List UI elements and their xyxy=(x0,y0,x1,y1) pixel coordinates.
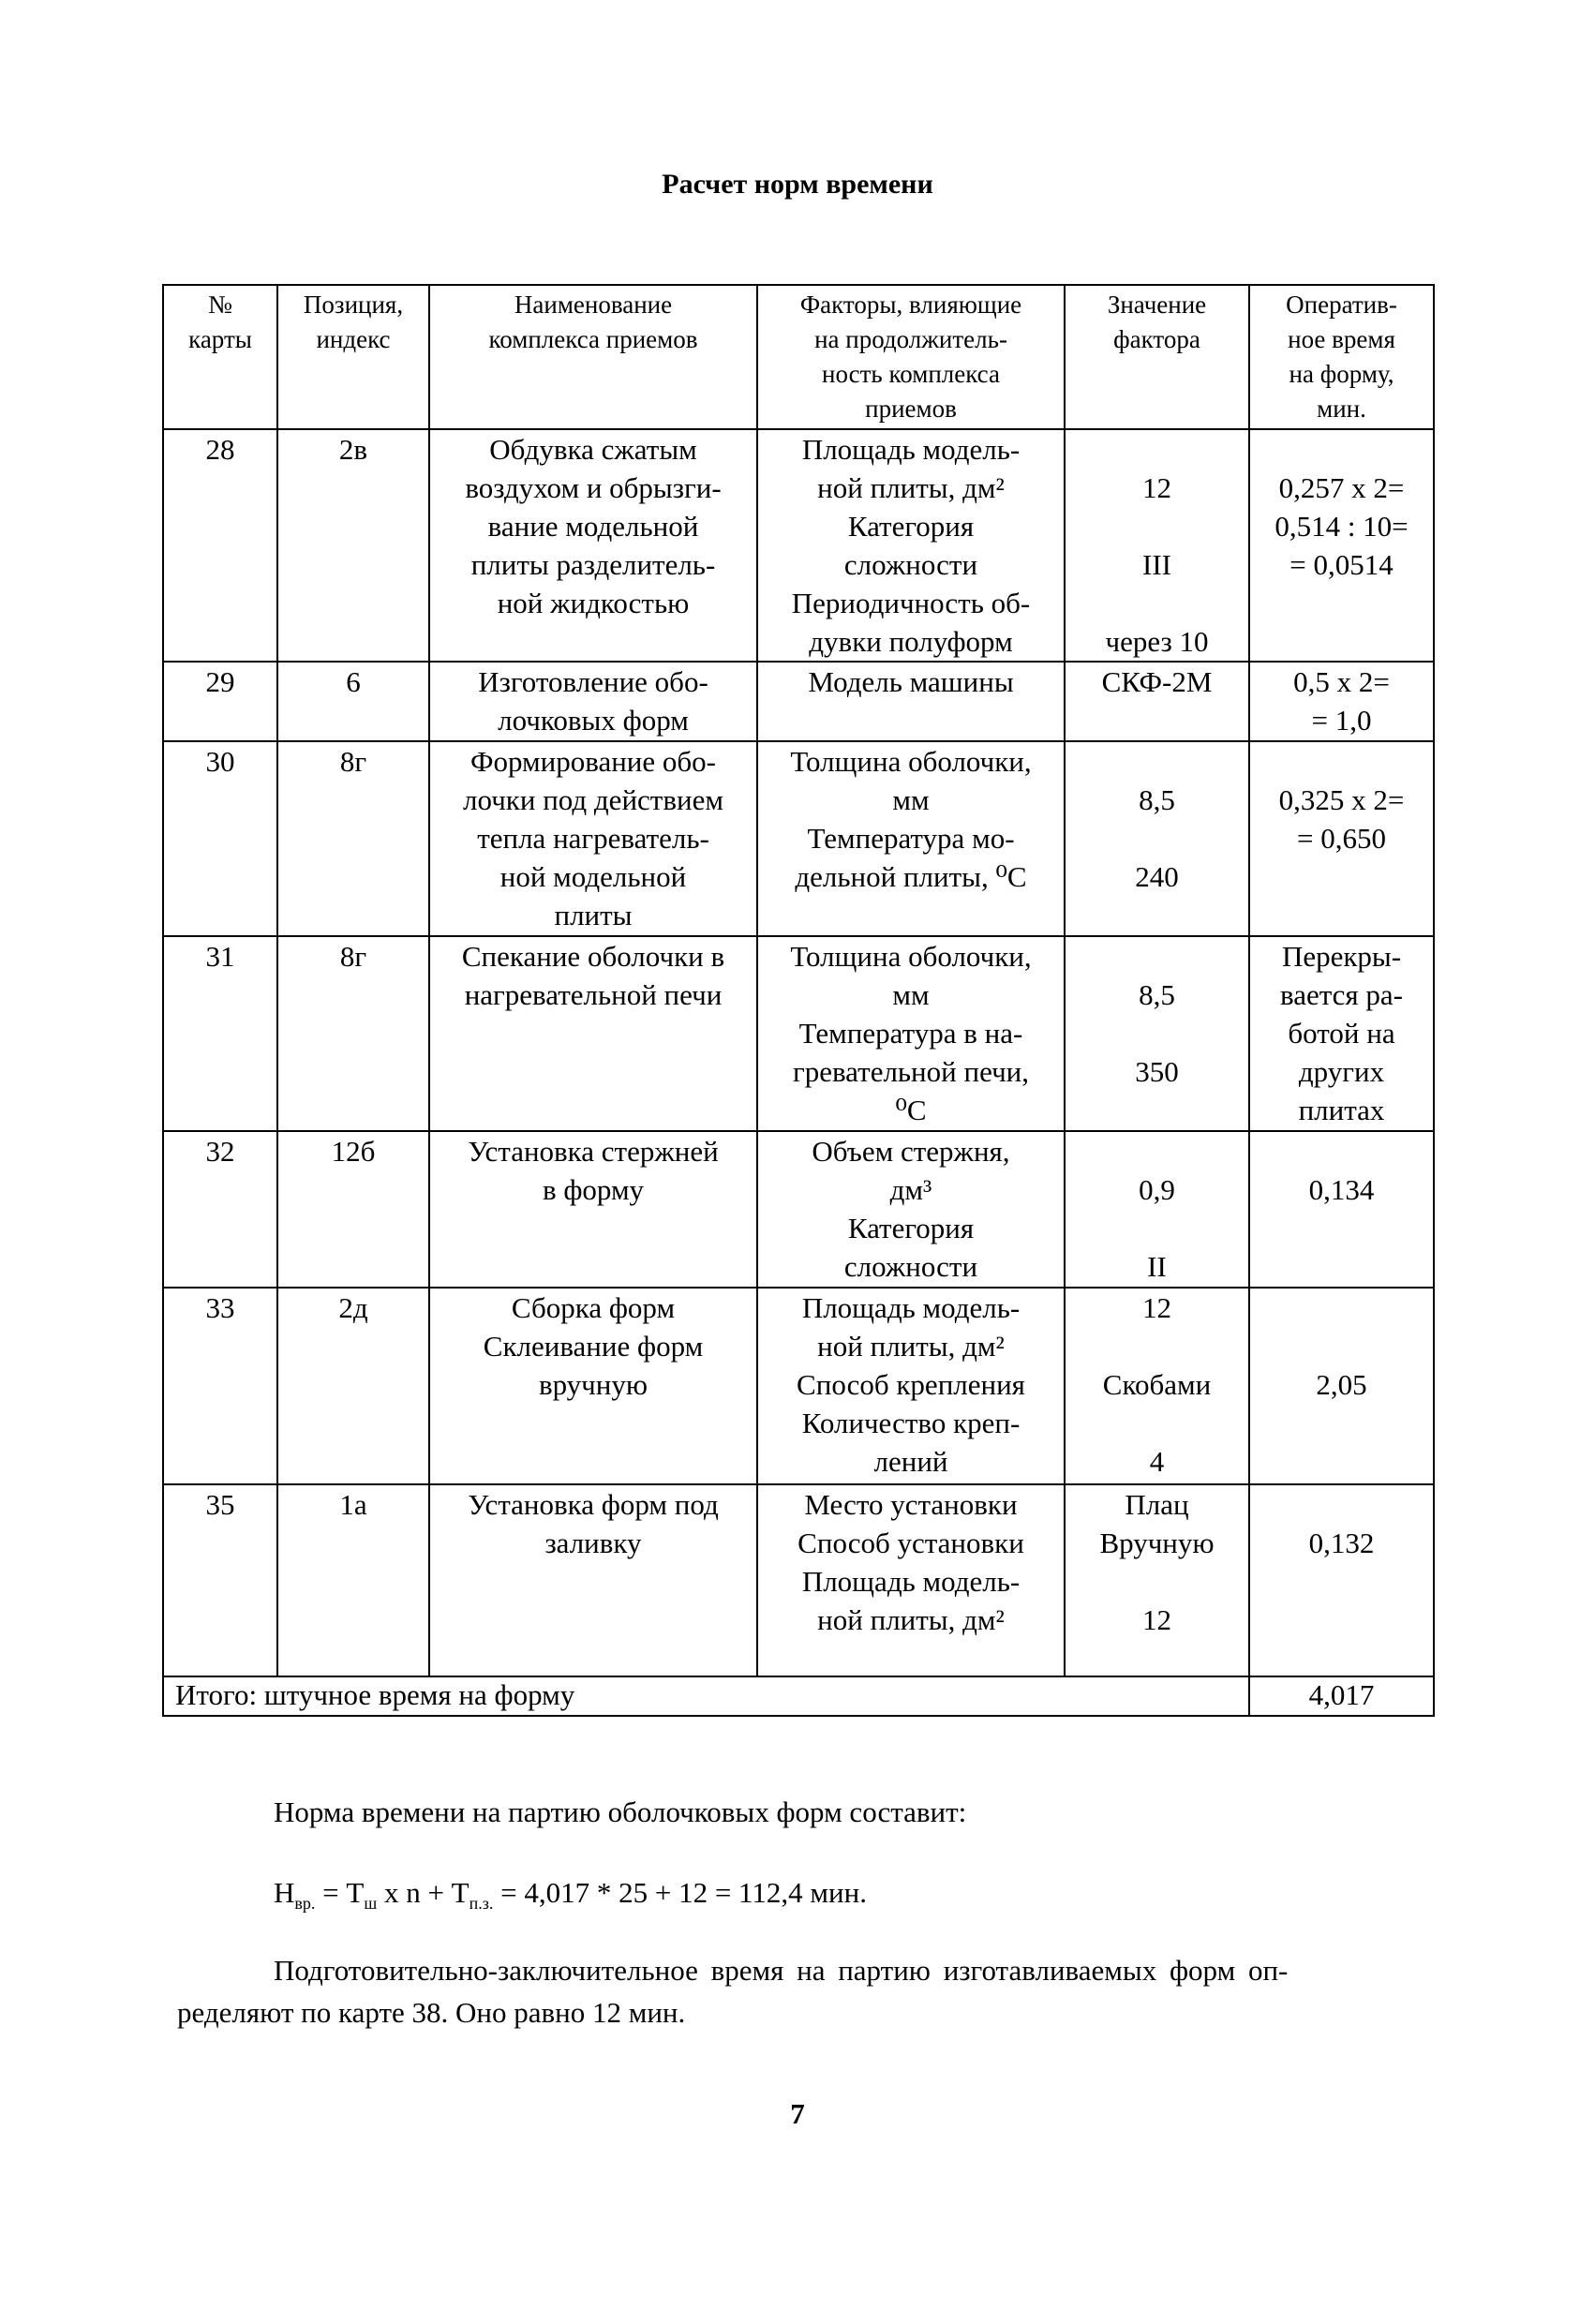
cell-time: 0,325 x 2= = 0,650 xyxy=(1249,741,1434,936)
table-row xyxy=(163,1131,1434,1288)
cell-factors: Площадь модель- ной плиты, дм² Способ крепления Количество креп- лений xyxy=(757,1288,1065,1484)
cell-name: Спекание оболочки в нагревательной печи xyxy=(429,936,757,1131)
formula-h-sub: вр. xyxy=(294,1894,316,1914)
cell-name: Сборка форм Склеивание форм вручную xyxy=(429,1288,757,1484)
cell-card: 28 xyxy=(163,429,277,662)
cell-factors: Площадь модель- ной плиты, дм² Категория сложности Периодичность об- дувки полуформ xyxy=(757,429,1065,662)
cell-pos: 8г xyxy=(277,741,429,936)
header-factor-value: Значение фактора xyxy=(1065,285,1249,429)
cell-factors: Толщина оболочки, мм Температура в на- гревательной печи, ⁰С xyxy=(757,936,1065,1131)
cell-time: 2,05 xyxy=(1249,1288,1434,1484)
total-label: Итого: штучное время на форму xyxy=(163,1676,1249,1716)
cell-pos: 8г xyxy=(277,936,429,1131)
total-row xyxy=(163,1676,1434,1716)
cell-card: 29 xyxy=(163,662,277,741)
paragraph-line-1: Подготовительно-заключительное время на партию изготавливаемых форм оп- xyxy=(274,1954,1289,1987)
header-card-no: № карты xyxy=(163,285,277,429)
formula-t2-sub: п.з. xyxy=(469,1894,494,1914)
cell-pos: 2д xyxy=(277,1288,429,1484)
cell-time: Перекры- вается ра- ботой на других плитах xyxy=(1249,936,1434,1131)
formula-rest: = 4,017 * 25 + 12 = 112,4 мин. xyxy=(493,1876,867,1909)
cell-card: 35 xyxy=(163,1484,277,1676)
header-factors: Факторы, влияющие на продолжитель- ность комплекса приемов xyxy=(757,285,1065,429)
cell-values: 12 III через 10 xyxy=(1065,429,1249,662)
cell-pos: 2в xyxy=(277,429,429,662)
cell-values: 8,5 240 xyxy=(1065,741,1249,936)
cell-values: 0,9 II xyxy=(1065,1131,1249,1288)
cell-pos: 12б xyxy=(277,1131,429,1288)
formula-eq: = xyxy=(315,1876,347,1909)
cell-time: 0,132 xyxy=(1249,1484,1434,1676)
cell-time: 0,5 x 2= = 1,0 xyxy=(1249,662,1434,741)
page-title: Расчет норм времени xyxy=(662,169,933,200)
table-row xyxy=(163,662,1434,741)
cell-values: Плац Вручную 12 xyxy=(1065,1484,1249,1676)
paragraph-line-2: ределяют по карте 38. Оно равно 12 мин. xyxy=(177,1996,686,2029)
cell-name: Установка стержней в форму xyxy=(429,1131,757,1288)
cell-pos: 1а xyxy=(277,1484,429,1676)
page-number: 7 xyxy=(790,2097,805,2130)
cell-card: 33 xyxy=(163,1288,277,1484)
header-operative-time: Оператив- ное время на форму, мин. xyxy=(1249,285,1434,429)
table-row xyxy=(163,429,1434,662)
cell-name: Установка форм под заливку xyxy=(429,1484,757,1676)
intro-text: Норма времени на партию оболочковых форм составит: xyxy=(274,1795,967,1828)
table-row xyxy=(163,936,1434,1131)
header-position: Позиция, индекс xyxy=(277,285,429,429)
cell-factors: Место установки Способ установки Площадь модель- ной плиты, дм² xyxy=(757,1484,1065,1676)
cell-values: 12 Скобами 4 xyxy=(1065,1288,1249,1484)
cell-name: Изготовление обо- лочковых форм xyxy=(429,662,757,741)
cell-factors: Модель машины xyxy=(757,662,1065,741)
cell-values: СКФ-2М xyxy=(1065,662,1249,741)
table-row xyxy=(163,1288,1434,1484)
cell-factors: Объем стержня, дм³ Категория сложности xyxy=(757,1131,1065,1288)
cell-name: Обдувка сжатым воздухом и обрызги- вание модельной плиты разделитель- ной жидкостью xyxy=(429,429,757,662)
cell-time: 0,134 xyxy=(1249,1131,1434,1288)
formula-t1-sub: ш xyxy=(364,1894,378,1914)
cell-pos: 6 xyxy=(277,662,429,741)
formula-t1: Т xyxy=(346,1876,365,1909)
table-header-row xyxy=(163,285,1434,429)
cell-name: Формирование обо- лочки под действием тепла нагреватель- ной модельной плиты xyxy=(429,741,757,936)
cell-card: 30 xyxy=(163,741,277,936)
cell-time: 0,257 x 2= 0,514 : 10= = 0,0514 xyxy=(1249,429,1434,662)
table-row xyxy=(163,1484,1434,1676)
formula-mid: x n + Т xyxy=(377,1876,470,1909)
total-value: 4,017 xyxy=(1249,1676,1434,1716)
time-norms-table xyxy=(162,284,1435,1717)
cell-card: 31 xyxy=(163,936,277,1131)
formula xyxy=(274,1876,867,1914)
table-row xyxy=(163,741,1434,936)
cell-card: 32 xyxy=(163,1131,277,1288)
formula-h: Н xyxy=(274,1876,295,1909)
cell-factors: Толщина оболочки, мм Температура мо- дельной плиты, ⁰С xyxy=(757,741,1065,936)
header-name: Наименование комплекса приемов xyxy=(429,285,757,429)
cell-values: 8,5 350 xyxy=(1065,936,1249,1131)
